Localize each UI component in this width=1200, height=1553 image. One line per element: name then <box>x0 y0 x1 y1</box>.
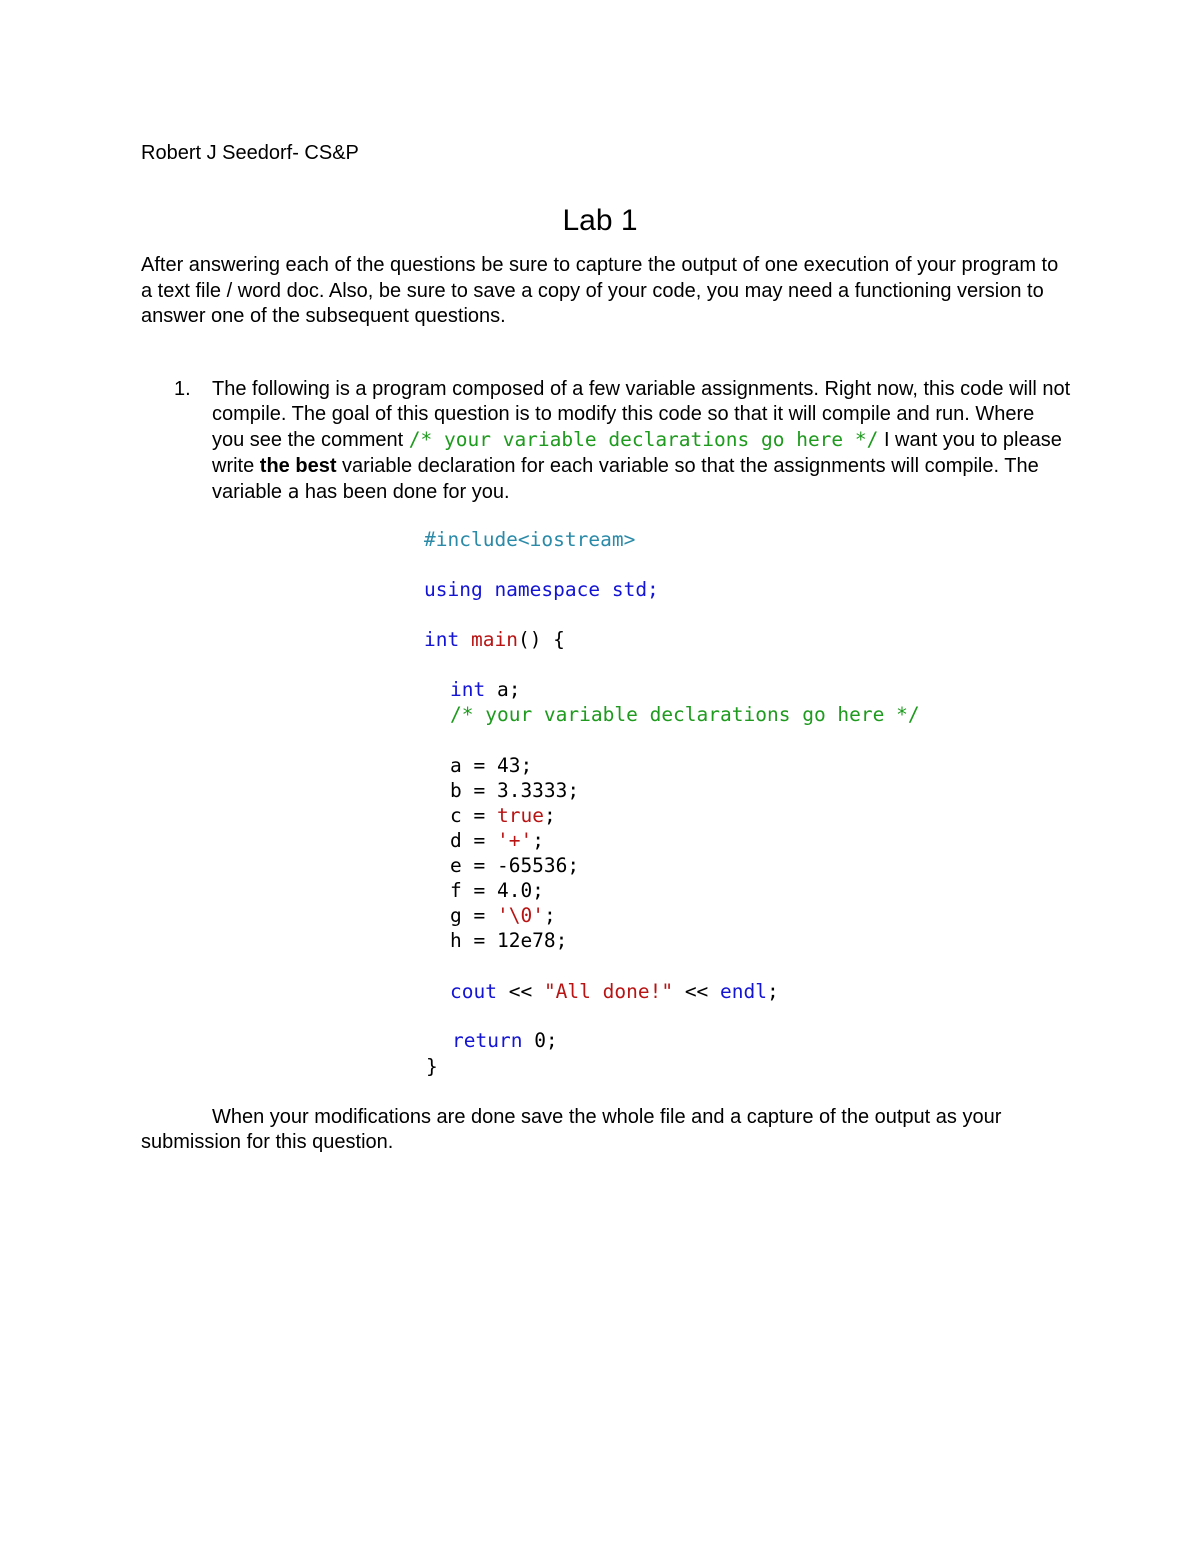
author-line: Robert J Seedorf- CS&P <box>141 142 359 164</box>
code-assign-a: a = 43; <box>450 754 533 777</box>
code-c-post: ; <box>543 804 556 827</box>
q1-inline-comment: /* your variable declarations go here */ <box>408 428 879 452</box>
q1-bold-phrase: the best <box>259 454 337 477</box>
code-d-pre: d = <box>450 829 497 852</box>
code-decl-type: int <box>450 678 486 701</box>
code-cout: cout <box>450 980 497 1003</box>
code-string: "All done!" <box>543 980 674 1003</box>
code-assign-e: e = -65536; <box>450 854 580 877</box>
code-main-name: main <box>470 628 518 651</box>
code-d-post: ; <box>532 829 544 852</box>
code-include: #include<iostream> <box>424 528 636 551</box>
intro-paragraph: After answering each of the questions be sure to capture the output of one execution of your program to a text file / word doc. Also, be sure to save a copy of your code, you may need a functioning version to answer one of the subsequent questions. <box>141 254 1059 327</box>
code-assign-d <box>450 829 544 852</box>
code-assign-b: b = 3.3333; <box>450 779 580 802</box>
code-g-pre: g = <box>450 904 497 927</box>
code-c-val: true <box>496 804 544 827</box>
code-assign-h: h = 12e78; <box>450 929 568 952</box>
code-assign-f: f = 4.0; <box>450 879 544 902</box>
code-main-line <box>424 628 565 651</box>
code-block <box>424 528 920 1078</box>
q1-text-c: variable declaration for each variable so that the assignments will compile. The variable <box>212 454 1039 503</box>
code-close-brace: } <box>426 1055 438 1078</box>
code-semi: ; <box>767 980 779 1003</box>
code-endl: endl <box>720 980 768 1003</box>
code-comment: /* your variable declarations go here */ <box>450 703 920 726</box>
code-decl-line <box>450 678 520 701</box>
code-main-rest: () { <box>517 628 565 651</box>
code-main-type: int <box>424 628 460 651</box>
code-return-rest: 0; <box>522 1029 558 1052</box>
code-return-kw: return <box>452 1029 523 1052</box>
code-cout-line <box>450 980 779 1003</box>
code-d-val: '+' <box>496 829 533 852</box>
code-op2: << <box>673 980 721 1003</box>
code-c-pre: c = <box>450 804 497 827</box>
code-assign-c <box>450 804 556 827</box>
question-number: 1. <box>174 378 191 400</box>
outro-paragraph <box>141 1105 1061 1155</box>
code-g-post: ; <box>543 904 556 927</box>
question-1-text <box>212 377 1072 505</box>
q1-text-d: has been done for you. <box>299 480 510 503</box>
q1-var-name: a <box>287 479 300 503</box>
code-return-line <box>452 1029 558 1052</box>
outro-text: When your modifications are done save the whole file and a capture of the output as your submission for this question. <box>141 1106 1002 1153</box>
code-op1: << <box>496 980 544 1003</box>
q1-text-a: The following is a program composed of a few variable assignments. Right now, this code will not compile. The goal of this question is to modify this code so that it will compile and run. Where you see the comment <box>212 378 1071 452</box>
code-assign-g <box>450 904 556 927</box>
code-using: using namespace std; <box>424 578 659 601</box>
code-decl-rest: a; <box>485 678 521 701</box>
code-g-val: '\0' <box>496 904 544 927</box>
document-title: Lab 1 <box>562 204 638 237</box>
q1-text-b: I want you to please write <box>212 429 1062 477</box>
